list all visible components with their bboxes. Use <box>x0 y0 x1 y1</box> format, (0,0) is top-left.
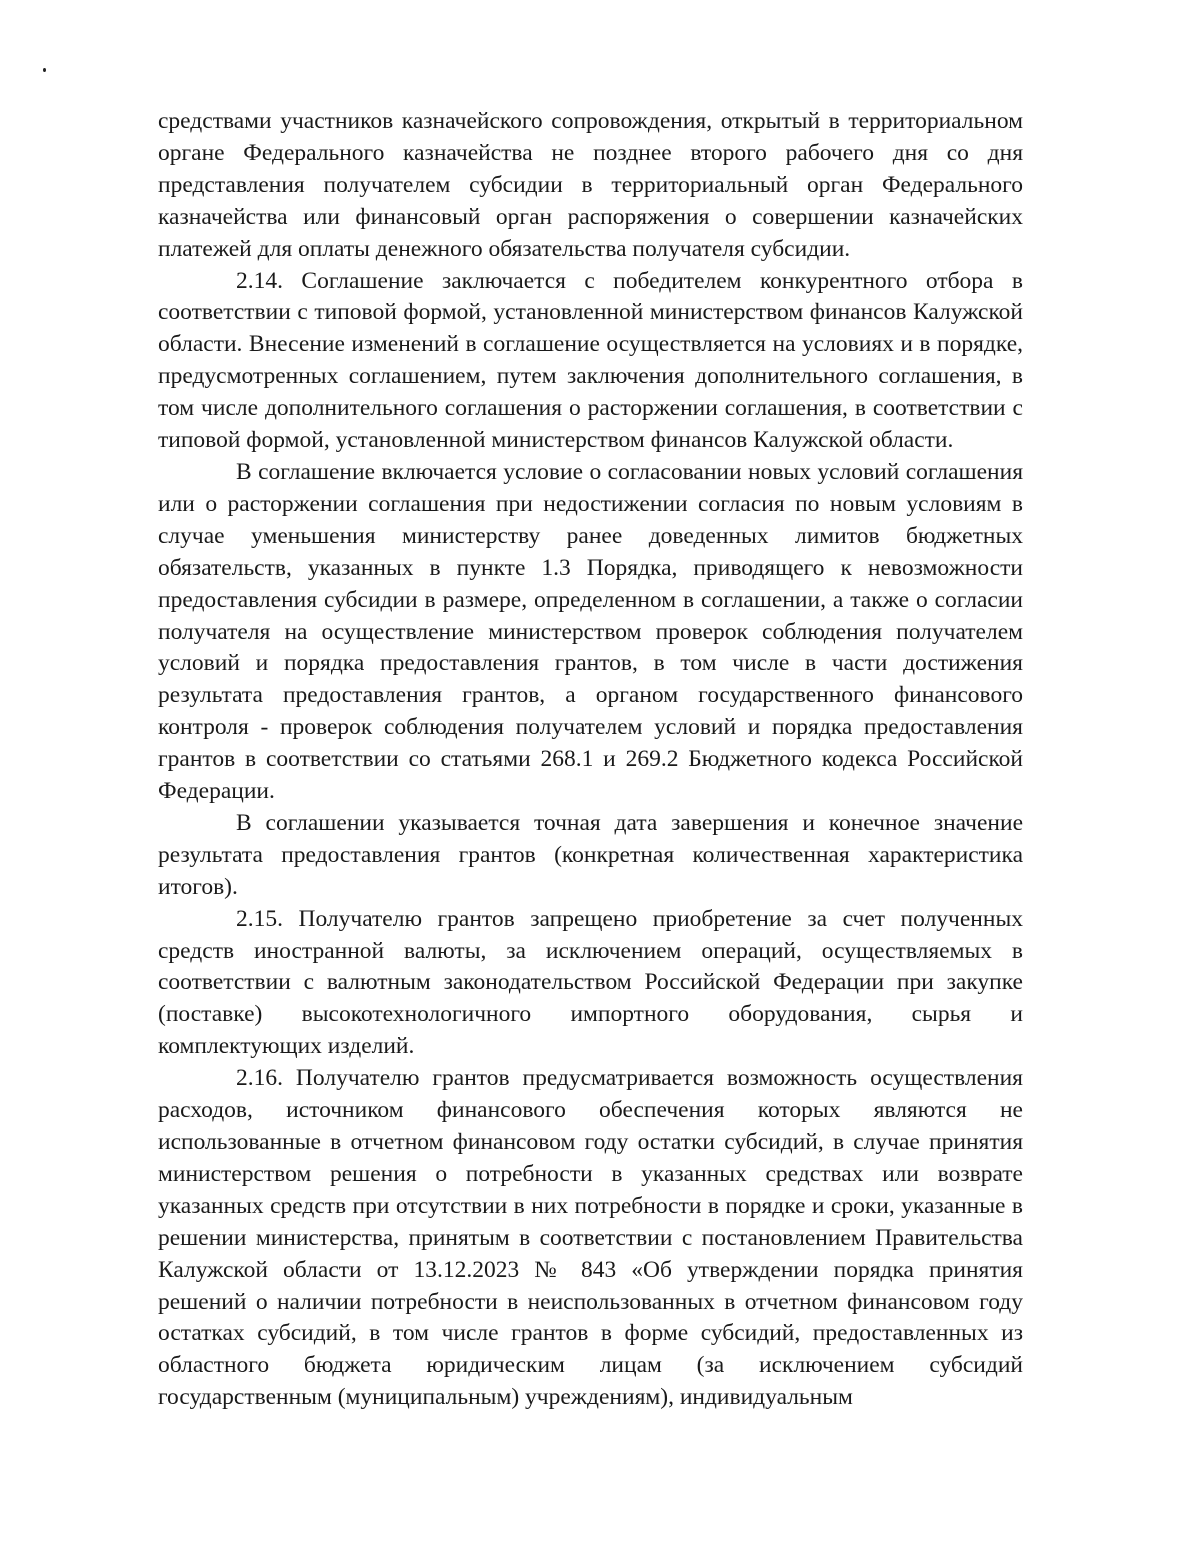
paragraph-agreement-date: В соглашении указывается точная дата завершения и конечное значение результата предоставления грантов (конкретная количественная характеристика итогов). <box>158 809 1023 900</box>
paragraph-agreement-conditions: В соглашение включается условие о согласовании новых условий соглашения или о расторжении соглашения при недостижении согласия по новым условиям в случае уменьшения министерству ранее доведенных лимитов бюджетных обязательств, указанных в пункте 1.3 Порядка, приводящего к невозможности предоставления субсидии в размере, определенном в соглашении, а также о согласии получателя на осуществление министерством проверок соблюдения получателем условий и порядка предоставления грантов, в том числе в части достижения результата предоставления грантов, а органом государственного финансового контроля - проверок соблюдения получателем условий и порядка предоставления грантов в соответствии со статьями 268.1 и 269.2 Бюджетного кодекса Российской Федерации. <box>158 458 1023 805</box>
paragraph-2-14: 2.14. Соглашение заключается с победителем конкурентного отбора в соответствии с типовой формой, установленной министерством финансов Калужской области. Внесение изменений в соглашение осуществляется на условиях и в порядке, предусмотренных соглашением, путем заключения дополнительного соглашения, в том числе дополнительного соглашения о расторжении соглашения, в соответствии с типовой формой, установленной министерством финансов Калужской области. <box>158 267 1023 454</box>
scan-speck <box>43 68 46 72</box>
document-body <box>158 106 1023 1414</box>
paragraph-2-16: 2.16. Получателю грантов предусматривается возможность осуществления расходов, источником финансового обеспечения которых являются не использованные в отчетном финансовом году остатки субсидий, в случае принятия министерством решения о потребности в указанных средствах или возврате указанных средств при отсутствии в них потребности в порядке и сроки, указанные в решении министерства, принятым в соответствии с постановлением Правительства Калужской области от 13.12.2023 № 843 «Об утверждении порядка принятия решений о наличии потребности в неиспользованных в отчетном финансовом году остатках субсидий, в том числе грантов в форме субсидий, предоставленных из областного бюджета юридическим лицам (за исключением субсидий государственным (муниципальным) учреждениям), индивидуальным <box>158 1065 1023 1411</box>
paragraph-continuation: средствами участников казначейского сопровождения, открытый в территориальном органе Федерального казначейства не позднее второго рабочего дня со дня представления получателем субсидии в территориальный орган Федерального казначейства или финансовый орган распоряжения о совершении казначейских платежей для оплаты денежного обязательства получателя субсидии. <box>158 108 1023 262</box>
paragraph-2-15: 2.15. Получателю грантов запрещено приобретение за счет полученных средств иностранной валюты, за исключением операций, осуществляемых в соответствии с валютным законодательством Российской Федерации при закупке (поставке) высокотехнологичного импортного оборудования, сырья и комплектующих изделий. <box>158 905 1023 1060</box>
